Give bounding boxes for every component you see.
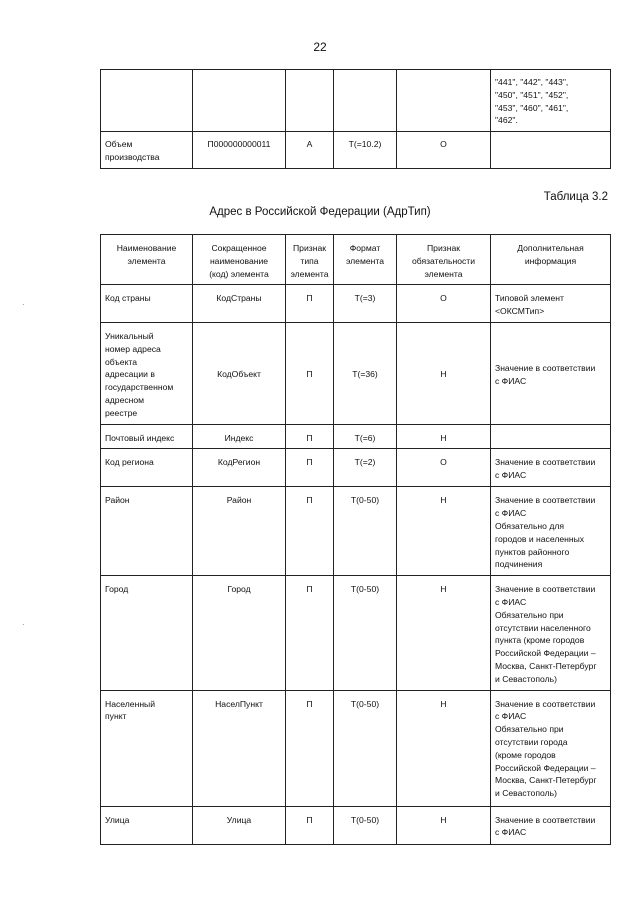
column-header: Признак типа элемента [286, 235, 334, 285]
cell-info: Значение в соответствии с ФИАС [491, 322, 611, 424]
cell-format: T(0-50) [334, 487, 397, 576]
cell-code: КодОбъект [193, 322, 286, 424]
column-header: Сокращенное наименование (код) элемента [193, 235, 286, 285]
column-header: Признак обязательности элемента [397, 235, 491, 285]
cell-info: Значение в соответствии с ФИАС [491, 449, 611, 487]
cell-code: НаселПункт [193, 690, 286, 806]
margin-dot: · [22, 300, 25, 309]
table-title: Адрес в Российской Федерации (АдрТип) [209, 206, 431, 218]
margin-dot: · [22, 620, 25, 629]
table-row [101, 322, 611, 424]
cell-info [491, 424, 611, 449]
cell-required: Н [397, 576, 491, 690]
cell-required: Н [397, 487, 491, 576]
cell-type: П [286, 285, 334, 323]
cell-required [397, 70, 491, 132]
cell-code: КодСтраны [193, 285, 286, 323]
cell-type: П [286, 322, 334, 424]
table-header-row [101, 235, 611, 285]
cell-info: Значение в соответствии с ФИАС Обязательно при отсутствии города (кроме городов Российской Федерации – Москва, Санкт-Петербург и Севастополь) [491, 690, 611, 806]
cell-info: "441", "442", "443", "450", "451", "452", "453", "460", "461", "462". [491, 70, 611, 132]
cell-info: Значение в соответствии с ФИАС Обязательно при отсутствии населенного пункта (кроме городов Российской Федерации – Москва, Санкт-Петербург и Севастополь) [491, 576, 611, 690]
table-row [101, 424, 611, 449]
cell-type [286, 70, 334, 132]
cell-code: Район [193, 487, 286, 576]
column-header: Наименование элемента [101, 235, 193, 285]
cell-format: T(=3) [334, 285, 397, 323]
cell-name [101, 70, 193, 132]
table-row [101, 806, 611, 844]
cell-code: КодРегион [193, 449, 286, 487]
table-row [101, 70, 611, 132]
cell-info: Типовой элемент <ОКСМТип> [491, 285, 611, 323]
cell-type: П [286, 576, 334, 690]
cell-format: T(0-50) [334, 576, 397, 690]
cell-format: T(0-50) [334, 806, 397, 844]
cell-required: Н [397, 806, 491, 844]
cell-required: О [397, 449, 491, 487]
cell-code: Индекс [193, 424, 286, 449]
column-header: Дополнительная информация [491, 235, 611, 285]
continuation-table [100, 69, 611, 169]
cell-type: А [286, 132, 334, 169]
cell-name: Город [101, 576, 193, 690]
cell-code: Город [193, 576, 286, 690]
address-table [100, 234, 611, 845]
table-row [101, 449, 611, 487]
table-row [101, 576, 611, 690]
cell-type: П [286, 449, 334, 487]
page-number: 22 [313, 40, 327, 54]
cell-info [491, 132, 611, 169]
cell-type: П [286, 424, 334, 449]
column-header: Формат элемента [334, 235, 397, 285]
table-row [101, 285, 611, 323]
cell-type: П [286, 487, 334, 576]
cell-info: Значение в соответствии с ФИАС Обязательно для городов и населенных пунктов районного подчинения [491, 487, 611, 576]
cell-name: Уникальный номер адреса объекта адресации в государственном адресном реестре [101, 322, 193, 424]
cell-format: T(=36) [334, 322, 397, 424]
cell-type: П [286, 806, 334, 844]
table-number: Таблица 3.2 [543, 191, 608, 203]
cell-code: П000000000011 [193, 132, 286, 169]
cell-name: Район [101, 487, 193, 576]
cell-required: О [397, 285, 491, 323]
cell-format [334, 70, 397, 132]
cell-format: T(=10.2) [334, 132, 397, 169]
cell-required: Н [397, 424, 491, 449]
cell-name: Код страны [101, 285, 193, 323]
cell-code: Улица [193, 806, 286, 844]
table-row [101, 132, 611, 169]
cell-required: Н [397, 322, 491, 424]
cell-name: Объем производства [101, 132, 193, 169]
cell-required: О [397, 132, 491, 169]
table-row [101, 690, 611, 806]
cell-format: T(0-50) [334, 690, 397, 806]
cell-format: T(=2) [334, 449, 397, 487]
table-row [101, 487, 611, 576]
cell-name: Населенный пункт [101, 690, 193, 806]
cell-code [193, 70, 286, 132]
cell-format: T(=6) [334, 424, 397, 449]
cell-name: Код региона [101, 449, 193, 487]
cell-info: Значение в соответствии с ФИАС [491, 806, 611, 844]
cell-name: Почтовый индекс [101, 424, 193, 449]
cell-required: Н [397, 690, 491, 806]
cell-name: Улица [101, 806, 193, 844]
cell-type: П [286, 690, 334, 806]
